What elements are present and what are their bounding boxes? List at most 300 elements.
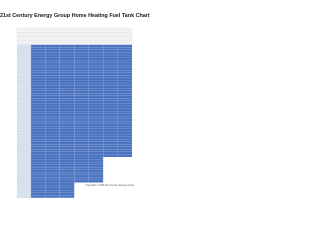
gallon-cell (31, 195, 45, 198)
gallon-cell (118, 45, 132, 48)
gallon-cell (45, 63, 59, 66)
depth-cell (17, 154, 31, 157)
gallon-cell (103, 106, 117, 109)
gallon-cell (31, 137, 45, 140)
gallon-cell (103, 121, 117, 124)
depth-cell (17, 111, 31, 114)
gallon-cell (89, 180, 103, 183)
gallon-cell (74, 75, 88, 78)
gallon-cell (31, 114, 45, 117)
gallon-cell (60, 134, 74, 137)
gallon-cell (74, 137, 88, 140)
gallon-cell (31, 134, 45, 137)
gallon-cell (60, 68, 74, 71)
gallon-cell (103, 116, 117, 119)
gallon-cell (89, 98, 103, 101)
gallon-cell (31, 93, 45, 96)
gallon-cell (74, 45, 88, 48)
depth-cell (17, 63, 31, 66)
gallon-cell (89, 60, 103, 63)
gallon-cell (31, 88, 45, 91)
gallon-cell (74, 81, 88, 84)
depth-cell (17, 144, 31, 147)
depth-cell (17, 96, 31, 99)
depth-cell (17, 157, 31, 160)
gallon-cell (89, 114, 103, 117)
gallon-cell (31, 50, 45, 53)
gallon-cell (118, 78, 132, 81)
depth-cell (17, 126, 31, 129)
gallon-cell (74, 154, 88, 157)
gallon-cell (45, 121, 59, 124)
gallon-cell (74, 121, 88, 124)
gallon-cell (45, 167, 59, 170)
gallon-cell (60, 98, 74, 101)
gallon-cell (89, 124, 103, 127)
gallon-cell (31, 193, 45, 196)
gallon-cell (89, 137, 103, 140)
gallon-cell (45, 96, 59, 99)
gallon-cell (103, 111, 117, 114)
gallon-cell (31, 157, 45, 160)
gallon-cell (103, 65, 117, 68)
gallon-cell (60, 172, 74, 175)
gallon-cell (31, 73, 45, 76)
gallon-cell (89, 154, 103, 157)
gallon-cell (60, 195, 74, 198)
gallon-cell (74, 109, 88, 112)
gallon-cell (118, 73, 132, 76)
gallon-cell (118, 137, 132, 140)
gallon-cell (60, 70, 74, 73)
gallon-cell (89, 96, 103, 99)
gallon-cell (103, 83, 117, 86)
gallon-cell (60, 124, 74, 127)
gallon-cell (31, 149, 45, 152)
gallon-cell (89, 167, 103, 170)
gallon-cell (45, 139, 59, 142)
depth-cell (17, 147, 31, 150)
page-title: 21st Century Energy Group Home Heating Fuel Tank Chart (0, 13, 150, 19)
gallon-cell (74, 63, 88, 66)
depth-cell (17, 106, 31, 109)
depth-cell (17, 60, 31, 63)
gallon-cell (45, 52, 59, 55)
gallon-cell (31, 175, 45, 178)
gallon-cell (103, 98, 117, 101)
gallon-cell (74, 172, 88, 175)
gallon-cell (89, 149, 103, 152)
gallon-cell (60, 47, 74, 50)
gallon-cell (45, 149, 59, 152)
gallon-cell (31, 86, 45, 89)
gallon-cell (74, 160, 88, 163)
gallon-cell (118, 47, 132, 50)
gallon-cell (45, 55, 59, 58)
gallon-cell (45, 101, 59, 104)
gallon-cell (31, 65, 45, 68)
gallon-cell (74, 58, 88, 61)
gallon-cell (74, 119, 88, 122)
gallon-cell (103, 96, 117, 99)
gallon-cell (45, 162, 59, 165)
gallon-cell (31, 160, 45, 163)
gallon-cell (103, 129, 117, 132)
gallon-cell (74, 91, 88, 94)
gallon-cell (31, 63, 45, 66)
copyright-text: Copyright © 2020 21st Century Energy Group (85, 183, 134, 187)
depth-cell (17, 81, 31, 84)
gallon-cell (89, 63, 103, 66)
gallon-cell (60, 50, 74, 53)
gallon-cell (118, 83, 132, 86)
gallon-cell (89, 126, 103, 129)
depth-cell (17, 68, 31, 71)
gallon-cell (74, 167, 88, 170)
gallon-cell (45, 58, 59, 61)
gallon-cell (45, 124, 59, 127)
gallon-cell (89, 88, 103, 91)
table-header-row (17, 36, 132, 40)
depth-cell (17, 162, 31, 165)
gallon-cell (74, 60, 88, 63)
gallon-cell (74, 101, 88, 104)
gallon-cell (45, 116, 59, 119)
gallon-cell (60, 86, 74, 89)
gallon-cell (60, 101, 74, 104)
gallon-cell (74, 68, 88, 71)
gallon-cell (45, 88, 59, 91)
gallon-cell (89, 172, 103, 175)
gallon-cell (31, 116, 45, 119)
gallon-cell (60, 109, 74, 112)
gallon-cell (45, 183, 59, 186)
gallon-cell (31, 185, 45, 188)
gallon-cell (74, 149, 88, 152)
gallon-cell (60, 81, 74, 84)
gallon-cell (31, 81, 45, 84)
gallon-cell (60, 119, 74, 122)
fuel-tank-chart-table (0, 0, 149, 198)
gallon-cell (118, 65, 132, 68)
depth-cell (17, 83, 31, 86)
gallon-cell (103, 142, 117, 145)
gallon-cell (45, 188, 59, 191)
gallon-cell (74, 152, 88, 155)
gallon-cell (118, 98, 132, 101)
gallon-cell (118, 142, 132, 145)
gallon-cell (103, 93, 117, 96)
gallon-cell (103, 70, 117, 73)
gallon-cell (45, 103, 59, 106)
gallon-cell (31, 68, 45, 71)
gallon-cell (118, 144, 132, 147)
gallon-cell (31, 142, 45, 145)
gallon-cell (31, 177, 45, 180)
gallon-cell (45, 132, 59, 135)
gallon-cell (45, 147, 59, 150)
gallon-cell (31, 170, 45, 173)
depth-cell (17, 193, 31, 196)
gallon-cell (89, 162, 103, 165)
gallon-cell (60, 129, 74, 132)
gallon-cell (89, 78, 103, 81)
gallon-cell (45, 180, 59, 183)
gallon-cell (60, 88, 74, 91)
depth-cell (17, 124, 31, 127)
gallon-cell (45, 172, 59, 175)
depth-cell (17, 103, 31, 106)
gallon-cell (60, 149, 74, 152)
depth-cell (17, 165, 31, 168)
gallon-cell (74, 106, 88, 109)
gallon-cell (45, 50, 59, 53)
gallon-cell (45, 165, 59, 168)
gallon-cell (31, 180, 45, 183)
gallon-cell (31, 124, 45, 127)
depth-cell (17, 75, 31, 78)
gallon-cell (89, 111, 103, 114)
depth-cell (17, 170, 31, 173)
gallon-cell (74, 162, 88, 165)
gallon-cell (45, 106, 59, 109)
gallon-cell (89, 109, 103, 112)
gallon-cell (103, 144, 117, 147)
gallon-cell (74, 70, 88, 73)
depth-cell (17, 91, 31, 94)
depth-cell (17, 167, 31, 170)
gallon-cell (31, 188, 45, 191)
gallon-cell (45, 170, 59, 173)
gallon-cell (74, 65, 88, 68)
gallon-cell (74, 139, 88, 142)
gallon-cell (60, 91, 74, 94)
gallon-cell (103, 126, 117, 129)
gallon-cell (89, 132, 103, 135)
depth-cell (17, 188, 31, 191)
gallon-cell (60, 132, 74, 135)
gallon-cell (31, 45, 45, 48)
gallon-cell (118, 55, 132, 58)
gallon-cell (118, 124, 132, 127)
gallon-cell (45, 81, 59, 84)
gallon-cell (45, 86, 59, 89)
gallon-cell (31, 70, 45, 73)
gallon-cell (118, 75, 132, 78)
gallon-cell (118, 152, 132, 155)
gallon-cell (118, 70, 132, 73)
gallon-cell (31, 47, 45, 50)
gallon-cell (118, 132, 132, 135)
gallon-cell (74, 144, 88, 147)
depth-cell (17, 160, 31, 163)
gallon-cell (60, 103, 74, 106)
gallon-cell (45, 45, 59, 48)
gallon-cell (60, 52, 74, 55)
depth-cell (17, 132, 31, 135)
gallon-cell (118, 147, 132, 150)
gallon-cell (60, 177, 74, 180)
gallon-cell (74, 83, 88, 86)
depth-cell (17, 119, 31, 122)
gallon-cell (31, 172, 45, 175)
gallon-cell (45, 93, 59, 96)
depth-cell (17, 195, 31, 198)
gallon-cell (60, 78, 74, 81)
gallon-cell (45, 78, 59, 81)
gallon-cell (60, 60, 74, 63)
gallon-cell (60, 63, 74, 66)
gallon-cell (45, 70, 59, 73)
gallon-cell (74, 165, 88, 168)
gallon-cell (60, 73, 74, 76)
depth-cell (17, 45, 31, 48)
gallon-cell (60, 114, 74, 117)
gallon-cell (45, 177, 59, 180)
gallon-cell (74, 124, 88, 127)
gallon-cell (89, 157, 103, 160)
gallon-cell (103, 91, 117, 94)
gallon-cell (103, 75, 117, 78)
gallon-cell (89, 139, 103, 142)
gallon-cell (74, 157, 88, 160)
gallon-cell (45, 98, 59, 101)
gallon-cell (89, 75, 103, 78)
gallon-cell (118, 109, 132, 112)
gallon-cell (74, 88, 88, 91)
gallon-cell (74, 111, 88, 114)
gallon-cell (118, 96, 132, 99)
gallon-cell (60, 152, 74, 155)
depth-cell (17, 137, 31, 140)
gallon-cell (74, 98, 88, 101)
gallon-cell (103, 154, 117, 157)
gallon-cell (60, 154, 74, 157)
gallon-cell (118, 101, 132, 104)
gallon-cell (60, 183, 74, 186)
gallon-cell (74, 96, 88, 99)
table-header-row (17, 28, 132, 32)
gallon-cell (74, 180, 88, 183)
gallon-cell (103, 45, 117, 48)
depth-cell (17, 65, 31, 68)
gallon-cell (74, 114, 88, 117)
gallon-cell (31, 129, 45, 132)
gallon-cell (45, 175, 59, 178)
gallon-cell (89, 144, 103, 147)
depth-cell (17, 101, 31, 104)
gallon-cell (89, 81, 103, 84)
gallon-cell (118, 58, 132, 61)
gallon-cell (118, 126, 132, 129)
depth-cell (17, 177, 31, 180)
gallon-cell (89, 83, 103, 86)
gallon-cell (60, 185, 74, 188)
depth-cell (17, 149, 31, 152)
gallon-cell (31, 52, 45, 55)
gallon-cell (45, 83, 59, 86)
gallon-cell (60, 75, 74, 78)
gallon-cell (89, 47, 103, 50)
gallon-cell (118, 154, 132, 157)
gallon-cell (31, 98, 45, 101)
depth-cell (17, 50, 31, 53)
gallon-cell (103, 124, 117, 127)
gallon-cell (103, 119, 117, 122)
gallon-cell (74, 93, 88, 96)
gallon-cell (118, 106, 132, 109)
gallon-cell (31, 144, 45, 147)
gallon-cell (89, 175, 103, 178)
depth-cell (17, 190, 31, 193)
gallon-cell (89, 129, 103, 132)
depth-cell (17, 70, 31, 73)
gallon-cell (31, 162, 45, 165)
gallon-cell (118, 93, 132, 96)
gallon-cell (45, 75, 59, 78)
gallon-cell (118, 139, 132, 142)
gallon-cell (60, 190, 74, 193)
gallon-cell (103, 73, 117, 76)
table-header-row (17, 41, 132, 45)
gallon-cell (31, 139, 45, 142)
gallon-cell (60, 96, 74, 99)
gallon-cell (31, 111, 45, 114)
gallon-cell (74, 116, 88, 119)
gallon-cell (45, 152, 59, 155)
gallon-cell (60, 139, 74, 142)
gallon-cell (31, 154, 45, 157)
gallon-cell (103, 78, 117, 81)
gallon-cell (31, 83, 45, 86)
gallon-cell (31, 167, 45, 170)
gallon-cell (60, 83, 74, 86)
gallon-cell (31, 147, 45, 150)
gallon-cell (89, 73, 103, 76)
gallon-cell (103, 137, 117, 140)
gallon-cell (60, 188, 74, 191)
gallon-cell (45, 126, 59, 129)
gallon-cell (31, 75, 45, 78)
gallon-cell (60, 121, 74, 124)
gallon-cell (74, 132, 88, 135)
gallon-cell (103, 109, 117, 112)
gallon-cell (60, 111, 74, 114)
gallon-cell (31, 109, 45, 112)
gallon-cell (60, 58, 74, 61)
gallon-cell (103, 55, 117, 58)
gallon-cell (103, 114, 117, 117)
gallon-cell (118, 103, 132, 106)
gallon-cell (45, 119, 59, 122)
gallon-cell (103, 149, 117, 152)
gallon-cell (118, 134, 132, 137)
gallon-cell (74, 55, 88, 58)
gallon-cell (103, 152, 117, 155)
gallon-cell (103, 68, 117, 71)
gallon-cell (31, 55, 45, 58)
depth-cell (17, 172, 31, 175)
gallon-cell (45, 190, 59, 193)
gallon-cell (74, 147, 88, 150)
gallon-cell (60, 175, 74, 178)
gallon-cell (31, 58, 45, 61)
gallon-cell (60, 193, 74, 196)
gallon-cell (74, 170, 88, 173)
gallon-cell (31, 121, 45, 124)
gallon-cell (60, 165, 74, 168)
depth-cell (17, 52, 31, 55)
